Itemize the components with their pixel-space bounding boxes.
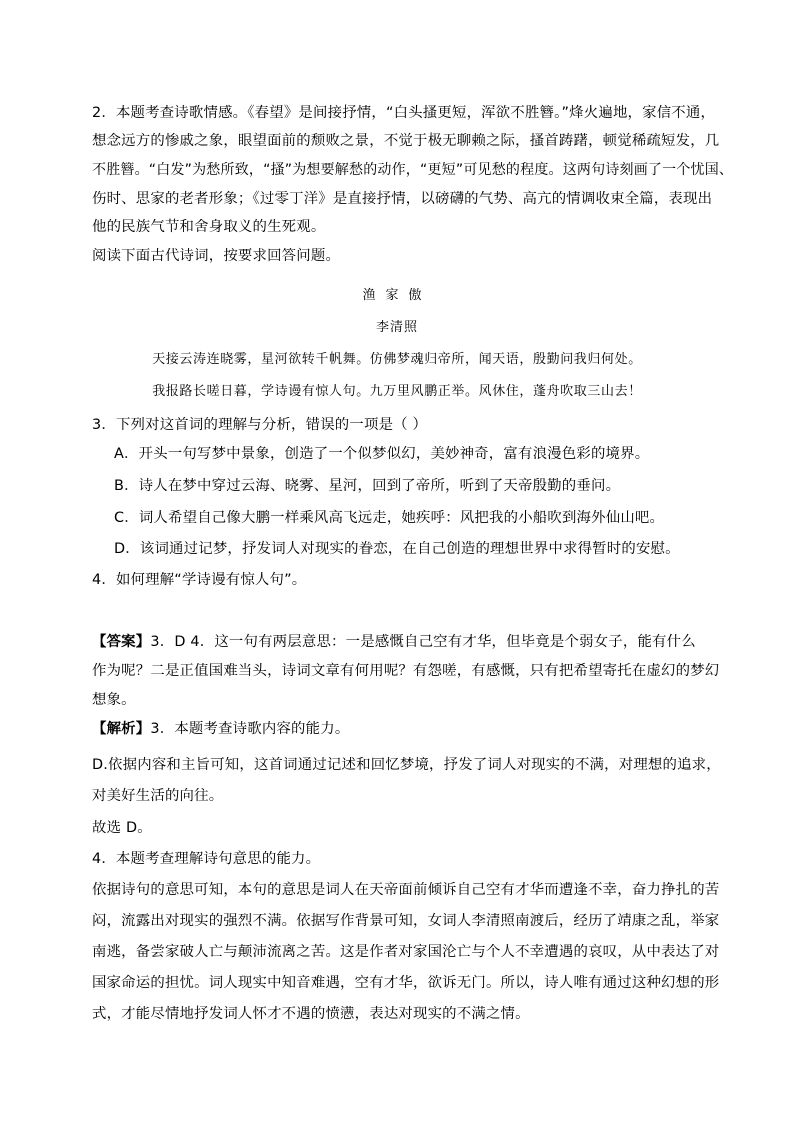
analysis-q3-line-3: 故选 D。 — [92, 820, 152, 836]
analysis-q4-line-3: 南逃，备尝家破人亡与颠沛流离之苦。这是作者对家国沦亡与个人不幸遭遇的哀叹，从中表达了对 — [92, 944, 720, 960]
analysis-q3-line-1: D.依据内容和主旨可知，这首词通过记述和回忆梦境，抒发了词人对现实的不满，对理想的追求， — [92, 757, 721, 773]
analysis-q4-line-5: 式，才能尽情地抒发词人怀才不遇的愤懑，表达对现实的不满之情。 — [92, 1006, 530, 1022]
poem-line-1: 天接云涛连晓雾，星河欲转千帆舞。仿佛梦魂归帝所，闻天语，殷勤问我归何处。 — [152, 352, 642, 367]
analysis-q4-line-2: 闷，流露出对现实的强烈不满。依据写作背景可知，女词人李清照南渡后，经历了靖康之乱，举家 — [92, 913, 720, 929]
analysis-tag: 【解析】 — [92, 721, 151, 737]
analysis-q4-heading: 4．本题考查理解诗句意思的能力。 — [92, 851, 321, 867]
answer-tag: 【答案】 — [92, 634, 151, 650]
poem-author: 李清照 — [375, 320, 418, 335]
poem-line-2: 我报路长嗟日暮，学诗谩有惊人句。九万里风鹏正举。风休住，蓬舟吹取三山去！ — [152, 384, 642, 399]
q2-analysis-line-5: 他的民族气节和舍身取义的生死观。 — [92, 219, 326, 235]
answer-line-3: 想象。 — [92, 692, 136, 708]
q3-option-d: D．该词通过记梦，抒发词人对现实的眷恋，在自己创造的理想世界中求得暂时的安慰。 — [114, 541, 680, 557]
analysis-q4-line-4: 国家命运的担忧。词人现实中知音难遇，空有才华，欲诉无门。所以，诗人唯有通过这种幻想的形 — [92, 975, 720, 991]
q2-analysis-line-3: 不胜簪。“白发”为愁所致，“搔”为想要解愁的动作，“更短”可见愁的程度。这两句诗刻画了一个忧国、 — [92, 162, 734, 178]
analysis-q4-line-1: 依据诗句的意思可知，本句的意思是词人在天帝面前倾诉自己空有才华而遭逢不幸，奋力挣扎的苦 — [92, 882, 720, 898]
q2-analysis-line-4: 伤时、思家的老者形象；《过零丁洋》是直接抒情，以磅礴的气势、高亢的情调收束全篇，表现出 — [92, 191, 713, 207]
q3-option-b: B．诗人在梦中穿过云海、晓雾、星河，回到了帝所，听到了天帝殷勤的垂问。 — [114, 478, 621, 494]
q2-analysis-line-2: 想念远方的惨戚之象，眼望面前的颓败之景，不觉于极无聊赖之际，搔首踌躇，顿觉稀疏短发，几 — [92, 133, 720, 149]
poem-title: 渔家傲 — [362, 288, 432, 303]
analysis-line-1 — [92, 719, 349, 739]
answer-text-1: 3．D 4．这一句有两层意思：一是感慨自己空有才华，但毕竟是个弱女子，能有什么 — [150, 634, 696, 650]
q4-stem: 4．如何理解“学诗谩有惊人句”。 — [92, 572, 307, 588]
reading-instruction: 阅读下面古代诗词，按要求回答问题。 — [92, 248, 341, 264]
answer-line-2: 作为呢？二是正值国难当头，诗词文章有何用呢？有怨嗟，有感慨，只有把希望寄托在虚幻的梦幻 — [92, 663, 720, 679]
q2-analysis-line-1: 2．本题考查诗歌情感。《春望》是间接抒情，“白头搔更短，浑欲不胜簪。”烽火遍地，家信不通， — [92, 105, 716, 121]
analysis-q3-line-2: 对美好生活的向往。 — [92, 788, 224, 804]
q3-option-c: C．词人希望自己像大鹏一样乘风高飞远走，她疾呼：风把我的小船吹到海外仙山吧。 — [114, 510, 665, 526]
q3-stem: 3．下列对这首词的理解与分析，错误的一项是（ ） — [92, 417, 428, 433]
q3-option-a: A．开头一句写梦中景象，创造了一个似梦似幻，美妙神奇，富有浪漫色彩的境界。 — [114, 446, 650, 462]
answer-line-1 — [92, 632, 696, 652]
analysis-first: 3．本题考查诗歌内容的能力。 — [150, 721, 350, 737]
